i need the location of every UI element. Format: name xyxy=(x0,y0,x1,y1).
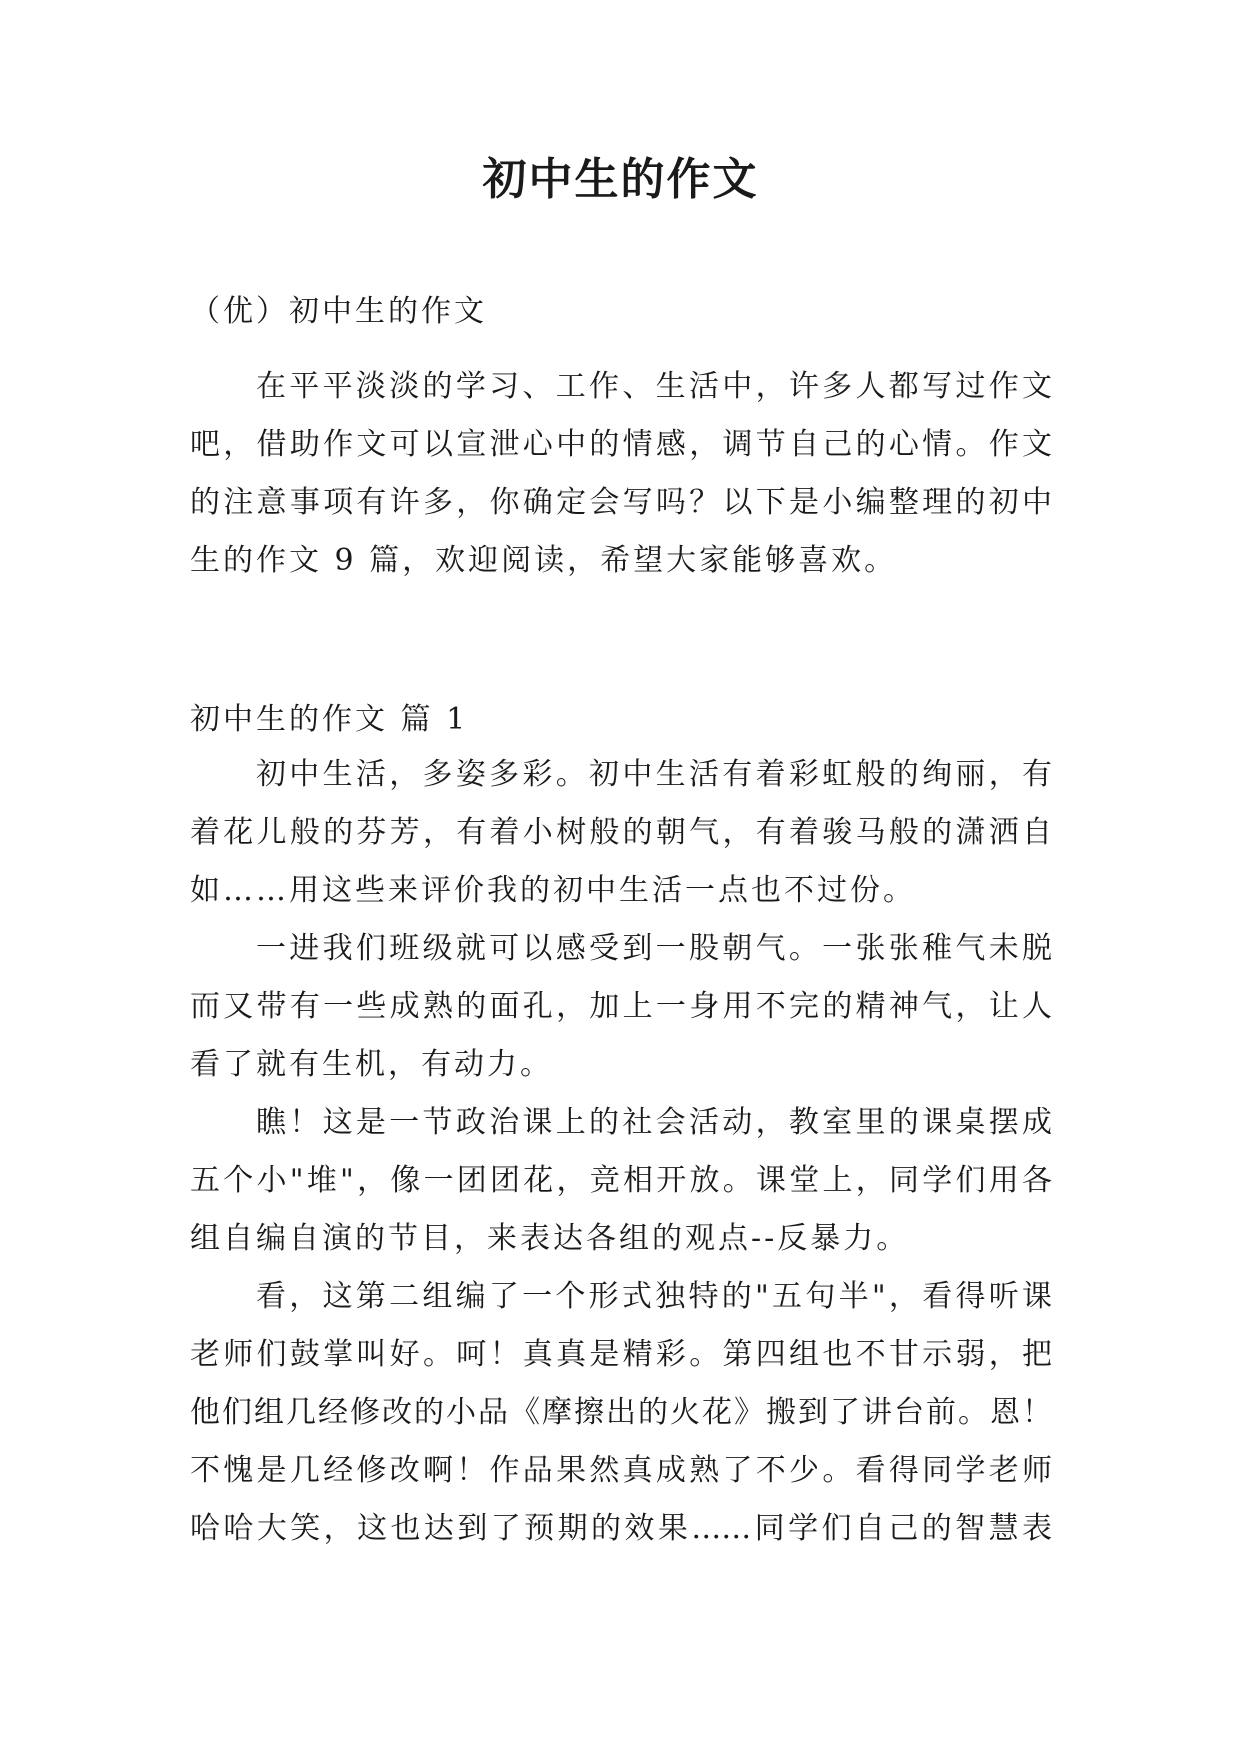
text-line: 吧，借助作文可以宣泄心中的情感，调节自己的心情。作文 xyxy=(190,427,1052,462)
text-line: 五个小"堆"，像一团团花，竞相开放。课堂上，同学们用各 xyxy=(190,1163,1052,1198)
document-subtitle: （优）初中生的作文 xyxy=(190,294,487,329)
text-line: 在平平淡淡的学习、工作、生活中，许多人都写过作文 xyxy=(256,369,1052,404)
text-line: 一进我们班级就可以感受到一股朝气。一张张稚气未脱 xyxy=(256,931,1052,966)
text-line: 哈哈大笑，这也达到了预期的效果……同学们自己的智慧表 xyxy=(190,1511,1052,1546)
text-line: 他们组几经修改的小品《摩擦出的火花》搬到了讲台前。恩！ xyxy=(190,1395,1052,1430)
text-line: 看了就有生机，有动力。 xyxy=(190,1047,553,1082)
text-line: 老师们鼓掌叫好。呵！真真是精彩。第四组也不甘示弱，把 xyxy=(190,1337,1052,1372)
text-line: 的注意事项有许多，你确定会写吗？以下是小编整理的初中 xyxy=(190,485,1052,520)
text-line: 而又带有一些成熟的面孔，加上一身用不完的精神气，让人 xyxy=(190,989,1052,1024)
text-line: 如……用这些来评价我的初中生活一点也不过份。 xyxy=(190,873,916,908)
intro-paragraph xyxy=(190,358,1052,590)
text-line: 初中生活，多姿多彩。初中生活有着彩虹般的绚丽，有 xyxy=(256,757,1052,792)
text-line: 着花儿般的芬芳，有着小树般的朝气，有着骏马般的潇洒自 xyxy=(190,815,1052,850)
text-line: 生的作文 9 篇，欢迎阅读，希望大家能够喜欢。 xyxy=(190,543,898,578)
section-heading: 初中生的作文 篇 1 xyxy=(190,702,469,737)
text-line: 不愧是几经修改啊！作品果然真成熟了不少。看得同学老师 xyxy=(190,1453,1052,1488)
text-line: 瞧！这是一节政治课上的社会活动，教室里的课桌摆成 xyxy=(256,1105,1052,1140)
essay-body xyxy=(190,746,1052,1558)
text-line: 组自编自演的节目，来表达各组的观点--反暴力。 xyxy=(190,1221,910,1256)
text-line: 看，这第二组编了一个形式独特的"五句半"，看得听课 xyxy=(256,1279,1052,1314)
document-title: 初中生的作文 xyxy=(482,154,759,205)
